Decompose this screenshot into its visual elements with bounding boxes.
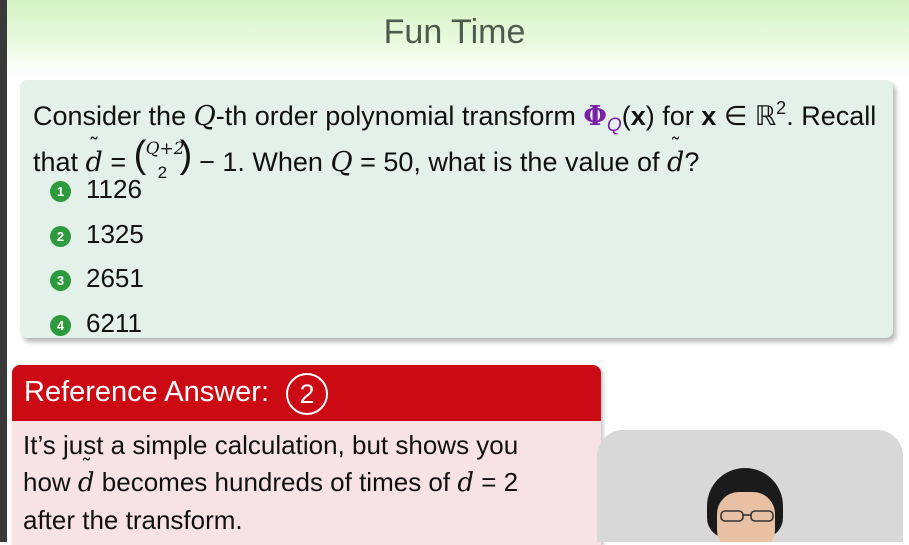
question-text [33,90,888,181]
reference-answer-box [12,365,601,545]
x-vector: x [701,101,717,131]
slide-title: Fun Time [383,13,526,51]
binom-bottom: 2 [157,163,168,182]
binomial-coefficient [133,134,193,182]
option-number-badge: 2 [50,226,71,247]
reference-answer-number: 2 [286,373,328,415]
answer-line-3: after the transform. [23,505,243,535]
q-text-segment: -th order polynomial transform [215,101,584,131]
q-variable: Q [330,147,353,178]
webcam-overlay [597,430,903,542]
phi-subscript: Q [606,115,622,136]
d-variable: d [457,468,474,498]
reference-answer-header [12,365,601,421]
option-number-badge: 1 [50,181,71,202]
q-text-segment: ∈ ℝ [716,101,777,131]
option-number-badge: 4 [50,315,71,336]
x-vector: x [630,101,646,131]
q-text-segment: ? [684,147,700,177]
q-text-segment: − 1. When [191,147,331,177]
option-number-badge: 3 [50,270,71,291]
left-paren: ( [133,134,147,176]
option-label: 2651 [86,263,144,293]
question-box [20,80,893,338]
answer-text-segment: = 2 [473,467,519,497]
q-text-segment: . Recall [786,101,877,131]
reference-answer-title: Reference Answer: [24,376,270,408]
answer-text-segment: becomes hundreds of times of [94,467,458,497]
window-left-edge [0,0,7,542]
answer-line-2 [23,464,593,502]
option-label: 1325 [86,218,144,249]
right-paren: ) [179,134,193,176]
presenter-glasses [718,510,778,522]
d-tilde-variable: ˜ d [667,145,684,181]
option-label: 6211 [86,307,142,338]
q-text-segment: that [33,147,86,177]
answer-line-1: It’s just a simple calculation, but shows you [23,430,519,460]
q-text-segment: = 50, what is the value of [352,147,668,177]
q-text-segment: ( [621,101,631,131]
d-tilde-variable: ˜ d [86,145,103,181]
q-text-segment: Consider the [33,101,194,131]
d-tilde-variable: ˜ d [78,465,95,502]
q-text-segment: = [102,147,134,177]
q-variable: Q [193,101,216,132]
reference-answer-body [23,427,593,539]
option-label: 1126 [86,174,142,204]
q-text-segment: ) for [645,101,702,131]
binom-top: Q+2 [145,139,185,159]
answer-text-segment: how [23,467,78,497]
question-line-2 [33,134,888,182]
phi-symbol: Φ [583,101,607,132]
superscript: 2 [776,98,787,118]
